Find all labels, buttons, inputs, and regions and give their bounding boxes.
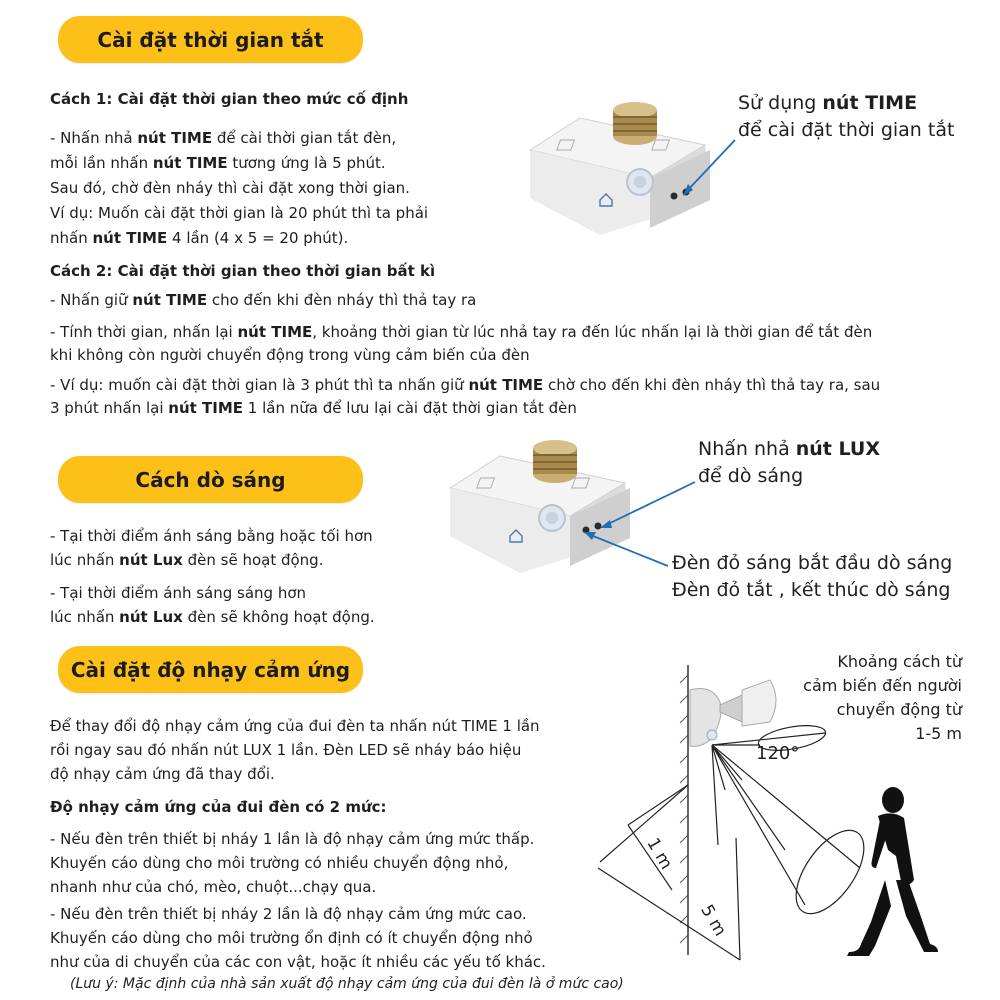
default-note: (Lưu ý: Mặc định của nhà sản xuất độ nhạy cảm ứng của đui đèn là ở mức cao): [70, 976, 624, 992]
dist-near-label: 1 m: [642, 834, 677, 873]
distance-label: Khoảng cách từ cảm biến đến người chuyển động từ 1-5 m: [803, 652, 962, 743]
level-line: Khuyến cáo dùng cho môi trường có nhiều chuyển động nhỏ,: [50, 854, 509, 872]
method2-line: - Ví dụ: muốn cài đặt thời gian là 3 phút thì ta nhấn giữ nút TIME chờ cho đến khi đèn nháy thì thả tay ra, sau: [50, 376, 881, 394]
walking-person-icon: [847, 787, 938, 956]
lux-line: lúc nhấn nút Lux đèn sẽ hoạt động.: [50, 551, 324, 569]
intro-line: rồi ngay sau đó nhấn nút LUX 1 lần. Đèn LED sẽ nháy báo hiệu: [50, 741, 522, 759]
lux-line: - Tại thời điểm ánh sáng sáng hơn: [50, 584, 307, 602]
intro-line: độ nhạy cảm ứng đã thay đổi.: [50, 765, 275, 783]
callout-time: Sử dụng nút TIME để cài đặt thời gian tắt: [738, 92, 955, 141]
method2-title: Cách 2: Cài đặt thời gian theo thời gian bất kì: [50, 262, 436, 280]
method1-title: Cách 1: Cài đặt thời gian theo mức cố định: [50, 90, 409, 108]
lux-line: lúc nhấn nút Lux đèn sẽ không hoạt động.: [50, 608, 375, 626]
method2-line: - Nhấn giữ nút TIME cho đến khi đèn nháy thì thả tay ra: [50, 291, 477, 309]
heading-time-text: Cài đặt thời gian tắt: [97, 27, 324, 52]
method1-line: nhấn nút TIME 4 lần (4 x 5 = 20 phút).: [50, 229, 349, 247]
levels-title: Độ nhạy cảm ứng của đui đèn có 2 mức:: [50, 798, 387, 816]
method2-line: 3 phút nhấn lại nút TIME 1 lần nữa để lưu lại cài đặt thời gian tắt đèn: [50, 399, 577, 417]
method2-line: - Tính thời gian, nhấn lại nút TIME, khoảng thời gian từ lúc nhả tay ra đến lúc nhấn lại là thời gian để tắt đèn: [50, 323, 873, 341]
method1-line: Sau đó, chờ đèn nháy thì cài đặt xong thời gian.: [50, 179, 410, 197]
intro-line: Để thay đổi độ nhạy cảm ứng của đui đèn ta nhấn nút TIME 1 lần: [50, 717, 540, 735]
level-line: như của di chuyển của các con vật, hoặc ít nhiều các yếu tố khác.: [50, 953, 546, 971]
heading-sensitivity-text: Cài đặt độ nhạy cảm ứng: [70, 657, 351, 682]
angle-label: 120°: [756, 743, 800, 764]
level-line: - Nếu đèn trên thiết bị nháy 1 lần là độ nhạy cảm ứng mức thấp.: [50, 830, 535, 848]
method1-line: Ví dụ: Muốn cài đặt thời gian là 20 phút thì ta phải: [50, 204, 429, 222]
method1-line: - Nhấn nhả nút TIME để cài thời gian tắt đèn,: [50, 129, 397, 147]
method2-line: khi không còn người chuyển động trong vùng cảm biến của đèn: [50, 346, 530, 364]
heading-lux-text: Cách dò sáng: [135, 467, 286, 492]
callout-lux: Nhấn nhả nút LUX để dò sáng: [698, 438, 881, 487]
callout-lux-led: Đèn đỏ sáng bắt đầu dò sáng Đèn đỏ tắt , kết thúc dò sáng: [672, 552, 953, 601]
lux-line: - Tại thời điểm ánh sáng bằng hoặc tối hơn: [50, 527, 373, 545]
method1-line: mỗi lần nhấn nút TIME tương ứng là 5 phút.: [50, 154, 386, 172]
level-line: - Nếu đèn trên thiết bị nháy 2 lần là độ nhạy cảm ứng mức cao.: [50, 905, 527, 923]
level-line: nhanh như của chó, mèo, chuột...chạy qua.: [50, 878, 377, 896]
level-line: Khuyến cáo dùng cho môi trường ổn định có ít chuyển động nhỏ: [50, 929, 533, 947]
dist-far-label: 5 m: [696, 901, 731, 940]
